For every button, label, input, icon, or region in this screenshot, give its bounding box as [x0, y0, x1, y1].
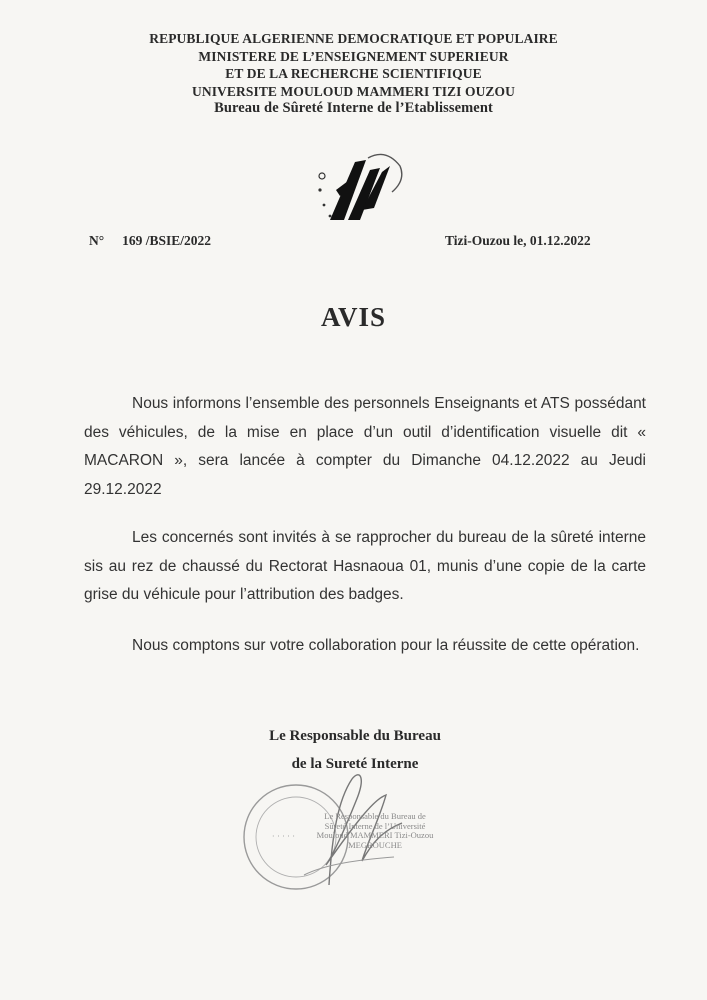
- letterhead-line-research: ET DE LA RECHERCHE SCIENTIFIQUE: [225, 66, 482, 81]
- paragraph-instructions: Les concernés sont invités à se rapprocher du bureau de la sûreté interne sis au rez de chaussé du Rectorat Hasnaoua 01, munis d’une copie de la carte grise du véhicule pour l’attribution des badges.: [84, 529, 646, 603]
- reference-value: 169 /BSIE/2022: [122, 233, 212, 248]
- signatory-title-line2: de la Sureté Interne: [291, 756, 419, 772]
- reference-label: N°: [89, 233, 105, 248]
- stamp-line-1: Le Responsable du Bureau de: [324, 811, 426, 821]
- letterhead: [0, 30, 707, 118]
- letterhead-line-ministry: MINISTERE DE L’ENSEIGNEMENT SUPERIEUR: [198, 48, 509, 64]
- paragraph-closing: Nous comptons sur votre collaboration pour la réussite de cette opération.: [132, 637, 640, 654]
- letterhead-line-bureau: Bureau de Sûreté Interne de l’Etablissement: [214, 100, 493, 116]
- svg-text:· · · · ·: · · · · ·: [272, 832, 295, 841]
- signatory-title-line1: Le Responsable du Bureau: [269, 728, 441, 744]
- stamp-line-2: Sûreté Interne de l’Université: [324, 820, 426, 831]
- stamp-line-4: MEGROUCHE: [348, 839, 402, 850]
- university-logo-icon: [300, 150, 410, 228]
- stamp-inscription: [316, 812, 434, 850]
- letterhead-line-university: UNIVERSITE MOULOUD MAMMERI TIZI OUZOU: [192, 83, 515, 99]
- stamp-line-3: Mouloud MAMMERI Tizi-Ouzou: [316, 830, 434, 840]
- place-and-date: Tizi-Ouzou le, 01.12.2022: [445, 233, 591, 248]
- notice-title: AVIS: [320, 302, 387, 332]
- reference-number: [89, 233, 211, 249]
- paragraph-information: Nous informons l’ensemble des personnels Enseignants et ATS possédant des véhicules, de la mise en place d’un outil d’identification visuelle dit « MACARON », sera lancée à compter du Dimanche 04.12.2022 au Jeudi 29.12.2022: [84, 395, 646, 498]
- letterhead-line-republic: REPUBLIQUE ALGERIENNE DEMOCRATIQUE ET POPULAIRE: [149, 31, 558, 46]
